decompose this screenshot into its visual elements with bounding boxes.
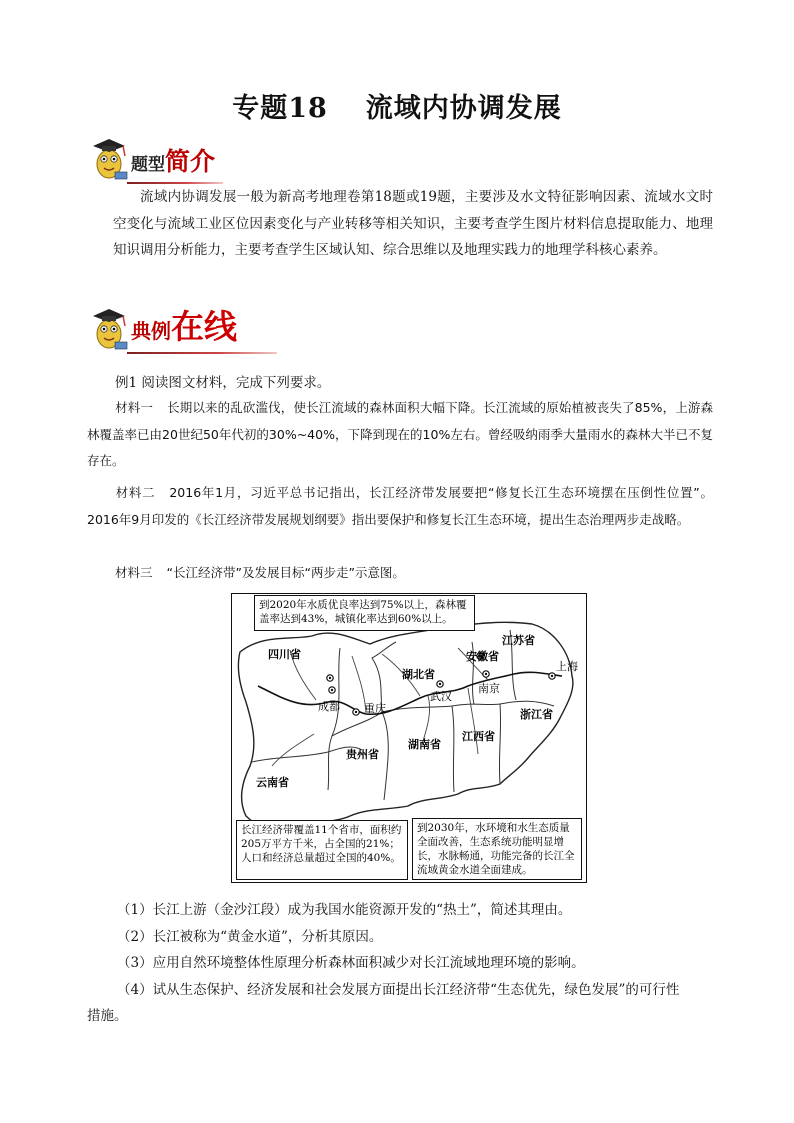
province-boundary: [452, 706, 454, 792]
question-3: （3）应用自然环境整体性原理分析森林面积减少对长江流域地理环境的影响。: [117, 955, 585, 971]
river-tributary: [272, 734, 314, 766]
province-label-yunnan: 云南省: [256, 776, 289, 789]
province-label-zhejiang: 浙江省: [520, 708, 553, 721]
city-label-nanjing: 南京: [478, 682, 500, 695]
province-label-hubei: 湖北省: [402, 668, 435, 681]
section-title-example: 典例在线: [131, 307, 237, 346]
city-label-shanghai: 上海: [556, 660, 578, 673]
topic-title: 流域内协调发展: [365, 93, 562, 124]
example-prompt: 例1 阅读图文材料，完成下列要求。: [115, 375, 331, 391]
question-4-continuation: 措施。: [87, 1008, 128, 1024]
city-label-wuhan: 武汉: [430, 690, 452, 703]
question-2: （2）长江被称为“黄金水道”，分析其原因。: [117, 928, 383, 945]
material-three-text: “长江经济带”及发展目标“两步走”示意图。: [166, 565, 405, 580]
province-label-hunan: 湖南省: [408, 738, 441, 751]
province-boundary: [382, 712, 388, 800]
topic-number: 专题18: [232, 93, 328, 124]
question-list: [117, 897, 717, 1003]
mascot-icon: [87, 132, 131, 182]
question-1: （1）长江上游（金沙江段）成为我国水能资源开发的“热土”，简述其理由。: [117, 902, 572, 918]
province-label-jiangxi: 江西省: [462, 730, 495, 743]
material-two-text: 2016年1月，习近平总书记指出，长江经济带发展要把“修复长江生态环境摆在压倒性位置”。2016年9月印发的《长江经济带发展规划纲要》指出要保护和修复长江生态环境，提出生态治理两步走战略。: [87, 485, 713, 527]
material-two: [87, 480, 713, 533]
map-note-coverage: 长江经济带覆盖11个省市，面积约205万平方千米，占全国的21%；人口和经济总量超过全国的40%。: [236, 820, 408, 880]
map-note-2030-goals: 到2030年，水环境和水生态质量全面改善，生态系统功能明显增长，水脉畅通，功能完备的长江全流域黄金水道全面建成。: [412, 818, 582, 880]
province-boundary: [328, 648, 340, 790]
material-three: [87, 560, 713, 587]
yangtze-economic-belt-map: [231, 593, 587, 883]
province-boundary: [499, 704, 500, 784]
city-label-chongqing: 重庆: [364, 702, 386, 715]
page-title: [0, 86, 794, 125]
intro-paragraph: 流域内协调发展一般为新高考地理卷第18题或19题，主要涉及水文特征影响因素、流域水文时空变化与流域工业区位因素变化与产业转移等相关知识，主要考查学生图片材料信息提取能力、地理知识调用分析能力，主要考查学生区域认知、综合思维以及地理实践力的地理学科核心素养。: [113, 189, 713, 258]
province-label-jiangsu: 江苏省: [502, 634, 535, 647]
material-one: [87, 395, 713, 475]
province-label-sichuan: 四川省: [268, 648, 301, 661]
material-one-text: 长期以来的乱砍滥伐，使长江流域的森林面积大幅下降。长江流域的原始植被丧失了85%，上游森林覆盖率已由20世纪50年代初的30%~40%，下降到现在的10%左右。曾经吸纳雨季大量雨水的森林大半已不复存在。: [87, 400, 713, 468]
mascot-icon: [87, 302, 131, 352]
province-label-guizhou: 贵州省: [346, 748, 379, 761]
section-title-intro: 题型简介: [131, 147, 216, 176]
section-rule: [127, 352, 277, 354]
material-one-tag: 材料一: [115, 400, 154, 415]
question-4: （4）试从生态保护、经济发展和社会发展方面提出长江经济带“生态优先，绿色发展”的可行性: [117, 981, 680, 998]
material-three-tag: 材料三: [115, 565, 153, 580]
city-label-chengdu: 成都: [318, 700, 340, 713]
material-two-tag: 材料二: [115, 485, 156, 500]
map-note-2020-goals: 到2020年水质优良率达到75%以上，森林覆盖率达到43%，城镇化率达到60%以上。: [254, 595, 475, 631]
province-label-anhui: 安徽省: [466, 650, 499, 663]
section-header-example: [87, 302, 277, 358]
section-header-intro: [87, 132, 223, 188]
